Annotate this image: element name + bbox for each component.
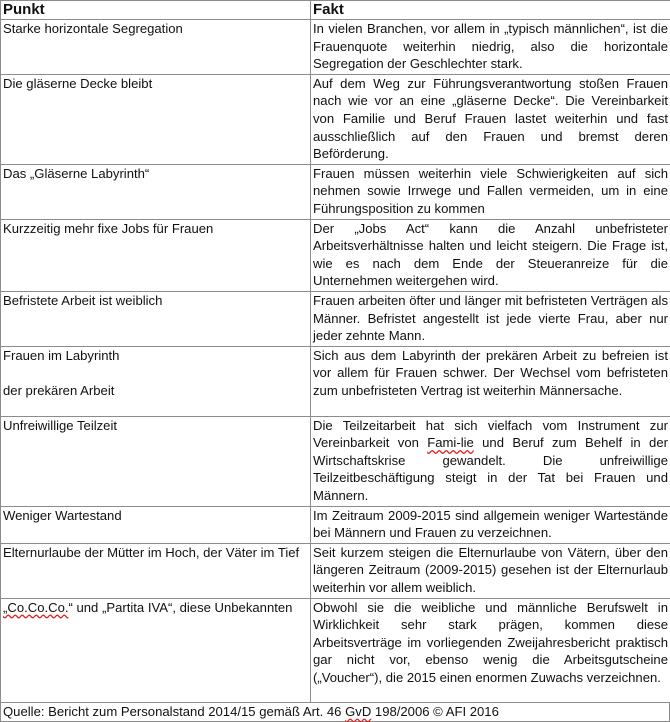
- table-row: [1, 543, 670, 598]
- fakt-cell: Obwohl sie die weibliche und männliche Berufswelt in Wirklichkeit sehr stark prägen, kommen diese Arbeitsverträge im vorliegenden Zweijahresbericht praktisch gar nicht vor, ebenso wenig die Arbeitsgutscheine („Voucher“), die 2015 einen enormen Zuwachs verzeichnen.: [311, 598, 670, 702]
- punkt-cell: [1, 346, 311, 416]
- punkt-cell: Starke horizontale Segregation: [1, 20, 311, 75]
- table-row: [1, 598, 670, 702]
- punkt-cell: Das „Gläserne Labyrinth“: [1, 164, 311, 219]
- punkt-cell: [1, 598, 311, 702]
- fakt-cell: Seit kurzem steigen die Elternurlaube von Vätern, über den längeren Zeitraum (2009-2015) gesehen ist der Elternurlaub weiterhin vor allem weiblich.: [311, 543, 670, 598]
- punkt-text: “ und „Partita IVA“, diese Unbekannten: [69, 600, 293, 615]
- spellcheck-word: Fami-lie: [427, 435, 474, 450]
- source-suffix: 198/2006 © AFI 2016: [371, 704, 499, 719]
- punkt-line: der prekären Arbeit: [3, 382, 308, 400]
- fakt-cell: Der „Jobs Act“ kann die Anzahl unbefristeter Arbeitsverhältnisse halten und leicht steigern. Die Frage ist, wie es nach dem Ende der Steueranreize für die Unternehmen weitergehen wird.: [311, 219, 670, 291]
- fakt-cell: [311, 416, 670, 506]
- fakt-text: Die Teilzeitarbeit hat sich vielfach vom Instrument zur Vereinbarkeit von: [313, 418, 668, 451]
- table-row: [1, 291, 670, 346]
- line-spacer: [3, 364, 308, 382]
- punkt-cell: Die gläserne Decke bleibt: [1, 74, 311, 164]
- punkt-cell: Kurzzeitig mehr fixe Jobs für Frauen: [1, 219, 311, 291]
- fakt-cell: In vielen Branchen, vor allem in „typisch männlichen“, ist die Frauenquote weiterhin niedrig, also die horizontale Segregation der Geschlechter stark.: [311, 20, 670, 75]
- punkt-cell: Befristete Arbeit ist weiblich: [1, 291, 311, 346]
- header-row: [1, 1, 670, 20]
- fakt-cell: Sich aus dem Labyrinth der prekären Arbeit zu befreien ist vor allem für Frauen schwer. Der Wechsel vom befristeten zum unbefristeten Vertrag ist weiterhin Männersache.: [311, 346, 670, 416]
- table-row: [1, 346, 670, 416]
- table-row: [1, 164, 670, 219]
- fakt-cell: Frauen arbeiten öfter und länger mit befristeten Verträgen als Männer. Befristet angestellt ist jede vierte Frau, aber nur jeder zehnte Mann.: [311, 291, 670, 346]
- table-row: [1, 219, 670, 291]
- punkt-cell: Elternurlaube der Mütter im Hoch, der Väter im Tief: [1, 543, 311, 598]
- punkt-cell: Weniger Wartestand: [1, 506, 311, 543]
- fakt-text: und Beruf zum Behelf in der Wirtschaftskrise gewandelt. Die unfreiwillige Teilzeitbeschäftigung steigt in der Tat bei Frauen und Männern.: [313, 435, 668, 503]
- punkt-line: Frauen im Labyrinth: [3, 347, 308, 365]
- fakt-cell: Frauen müssen weiterhin viele Schwierigkeiten auf sich nehmen sowie Irrwege und Fallen vermeiden, um in eine Führungsposition zu kommen: [311, 164, 670, 219]
- source-note: [0, 703, 670, 722]
- fakt-cell: Auf dem Weg zur Führungsverantwortung stoßen Frauen nach wie vor an eine „gläserne Decke“. Die Vereinbarkeit von Familie und Beruf Frauen lastet weiterhin und fast ausschließlich auf den Frauen und bremst deren Beförderung.: [311, 74, 670, 164]
- table-row: [1, 74, 670, 164]
- table-row: [1, 20, 670, 75]
- spellcheck-word: „Co.Co.Co.: [3, 600, 69, 615]
- spellcheck-word: GvD: [345, 704, 371, 719]
- table-row: [1, 506, 670, 543]
- header-fakt: Fakt: [311, 1, 670, 20]
- header-punkt: Punkt: [1, 1, 311, 20]
- punkt-cell: Unfreiwillige Teilzeit: [1, 416, 311, 506]
- source-prefix: Quelle: Bericht zum Personalstand 2014/15 gemäß Art. 46: [3, 704, 345, 719]
- fakt-cell: Im Zeitraum 2009-2015 sind allgemein weniger Wartestände bei Männern und Frauen zu verzeichnen.: [311, 506, 670, 543]
- table-row: [1, 416, 670, 506]
